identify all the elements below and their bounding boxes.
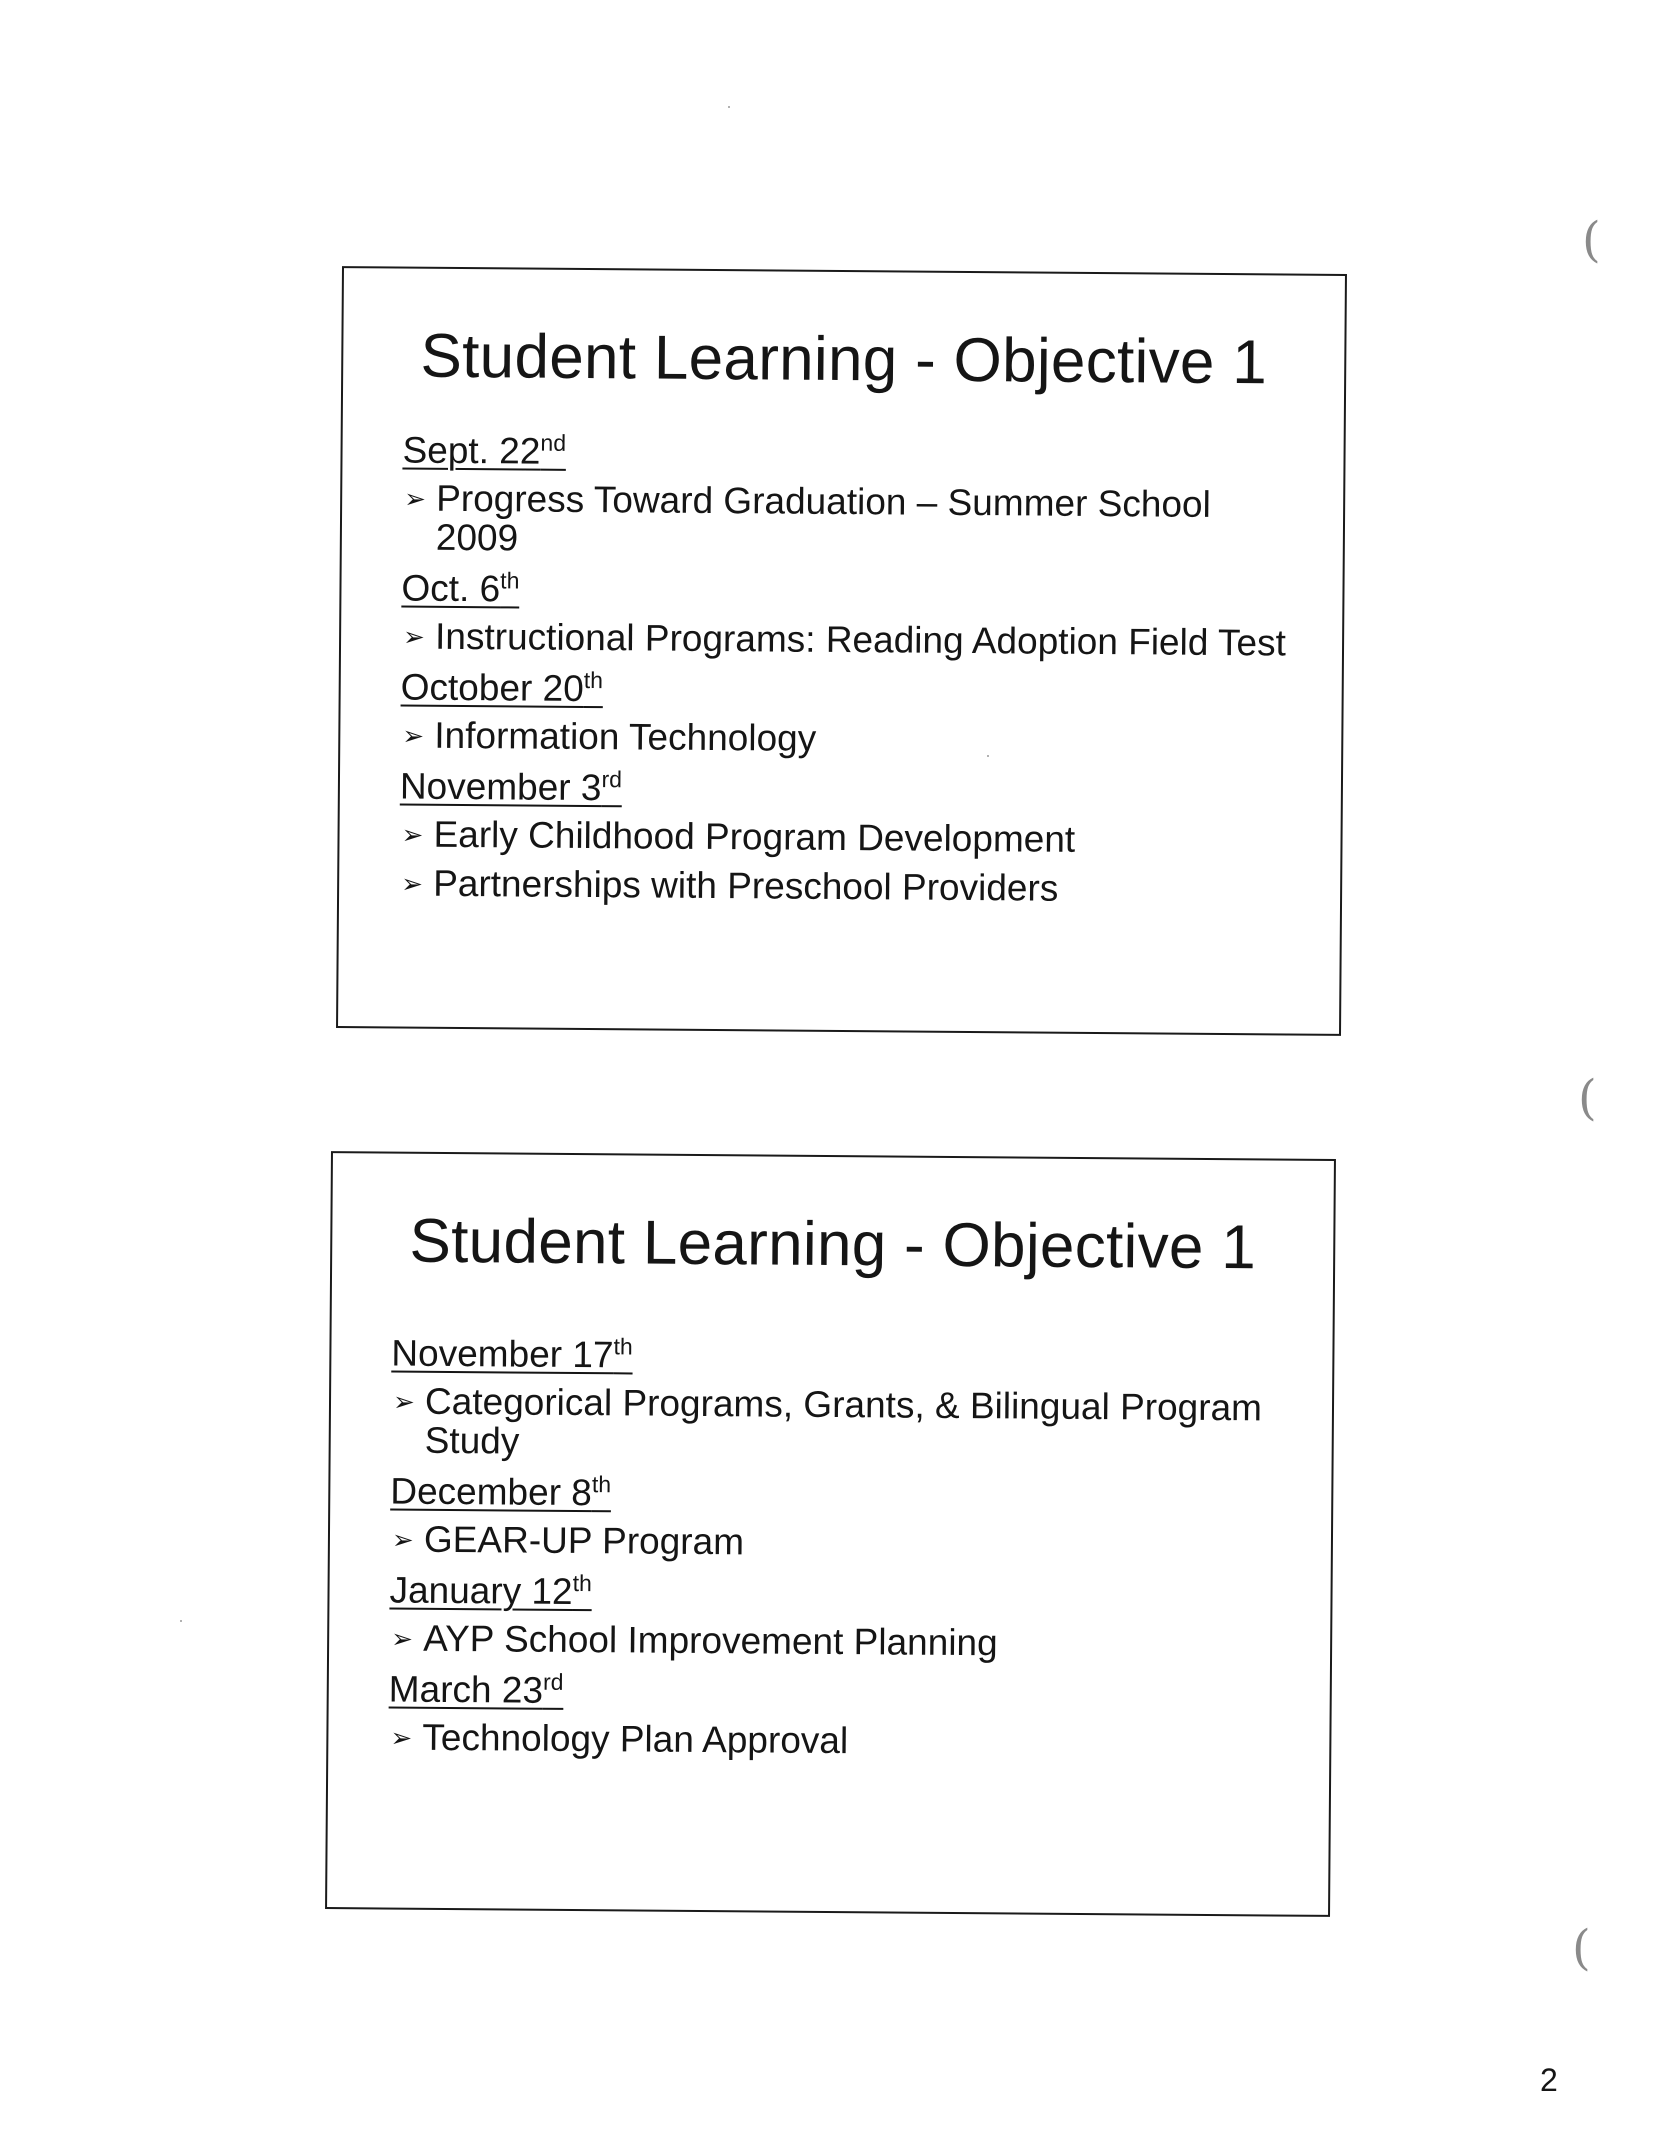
agenda-item xyxy=(400,716,1301,762)
slide-2 xyxy=(325,1151,1336,1917)
date-heading-row xyxy=(400,666,1301,723)
date-heading xyxy=(389,1668,564,1713)
agenda-item xyxy=(399,815,1300,861)
agenda-list xyxy=(399,429,1304,920)
agenda-item-text: Information Technology xyxy=(434,714,817,759)
date-suffix: th xyxy=(500,567,520,594)
date-heading xyxy=(400,765,622,811)
slide-title: Student Learning - Objective 1 xyxy=(409,1206,1257,1283)
page-number: 2 xyxy=(1540,2062,1558,2098)
date-heading xyxy=(401,567,519,612)
date-heading xyxy=(402,429,566,474)
agenda-item xyxy=(401,617,1302,663)
scan-speck xyxy=(728,106,730,108)
agenda-item xyxy=(402,479,1304,564)
agenda-item xyxy=(389,1619,1290,1665)
scan-speck xyxy=(987,755,989,757)
agenda-item xyxy=(391,1382,1293,1467)
agenda-item-text: Technology Plan Approval xyxy=(422,1716,849,1762)
date-text: Oct. 6 xyxy=(401,567,501,610)
date-heading xyxy=(401,666,604,712)
date-heading-row xyxy=(400,765,1301,822)
date-suffix: th xyxy=(572,1569,592,1597)
arrow-bullet-icon: ➢ xyxy=(392,1386,415,1417)
arrow-bullet-icon: ➢ xyxy=(401,868,424,899)
arrow-bullet-icon: ➢ xyxy=(402,621,426,652)
arrow-bullet-icon: ➢ xyxy=(402,720,425,751)
agenda-item xyxy=(388,1718,1289,1764)
arrow-bullet-icon: ➢ xyxy=(390,1722,413,1753)
date-text: Sept. 22 xyxy=(402,429,541,472)
agenda-item-text: Instructional Programs: Reading Adoption Field Test xyxy=(434,615,1287,664)
agenda-list xyxy=(388,1332,1292,1774)
date-heading-row xyxy=(389,1569,1290,1626)
date-text: November 3 xyxy=(399,765,602,809)
date-suffix: th xyxy=(591,1471,612,1498)
agenda-item-text: GEAR-UP Program xyxy=(423,1518,745,1563)
date-text: January 12 xyxy=(389,1569,573,1612)
date-suffix: th xyxy=(613,1333,633,1360)
date-suffix: nd xyxy=(540,429,567,456)
agenda-item-text: Partnerships with Preschool Providers xyxy=(433,862,1059,909)
slide-title: Student Learning - Objective 1 xyxy=(420,321,1268,398)
date-suffix: rd xyxy=(601,766,623,793)
scan-speck xyxy=(180,1620,182,1622)
date-text: March 23 xyxy=(388,1668,544,1711)
agenda-item-text: Early Childhood Program Development xyxy=(433,813,1076,860)
date-heading-row xyxy=(401,567,1302,624)
date-heading-row xyxy=(389,1668,1290,1725)
margin-mark: ( xyxy=(1582,212,1601,268)
margin-mark: ( xyxy=(1578,1070,1597,1126)
date-text: November 17 xyxy=(391,1332,614,1376)
arrow-bullet-icon: ➢ xyxy=(391,1524,414,1555)
date-heading-row xyxy=(402,429,1303,486)
date-heading xyxy=(389,1569,592,1615)
date-heading xyxy=(391,1332,633,1378)
agenda-item-text: AYP School Improvement Planning xyxy=(423,1617,998,1664)
date-heading-row xyxy=(390,1470,1291,1527)
arrow-bullet-icon: ➢ xyxy=(391,1623,414,1654)
date-suffix: rd xyxy=(542,1668,564,1695)
date-text: December 8 xyxy=(390,1470,593,1514)
date-text: October 20 xyxy=(400,666,584,709)
arrow-bullet-icon: ➢ xyxy=(401,819,424,850)
agenda-item-text: Categorical Programs, Grants, & Bilingual Program Study xyxy=(424,1380,1263,1462)
agenda-item xyxy=(390,1520,1291,1566)
date-heading xyxy=(390,1470,611,1516)
margin-mark: ( xyxy=(1572,1920,1591,1976)
date-suffix: th xyxy=(583,666,604,694)
date-heading-row xyxy=(391,1332,1292,1389)
agenda-item-text: Progress Toward Graduation – Summer School 2009 xyxy=(435,477,1211,559)
arrow-bullet-icon: ➢ xyxy=(404,483,427,514)
slide-1 xyxy=(336,266,1347,1036)
agenda-item xyxy=(399,864,1300,910)
